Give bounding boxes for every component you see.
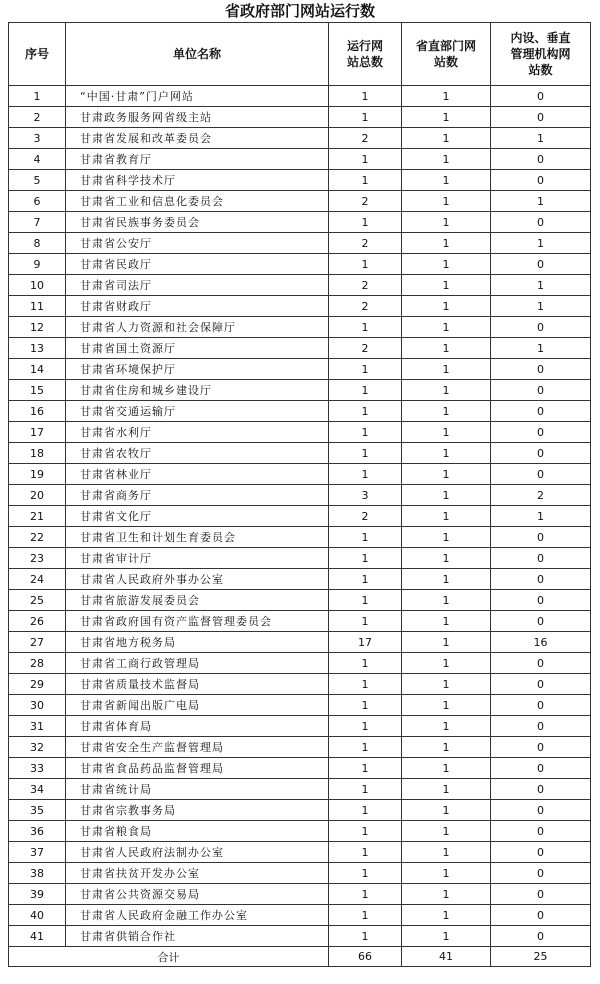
unit-name-cell: 甘肃省发展和改革委员会 xyxy=(66,128,329,149)
total-sites-sum: 66 xyxy=(329,947,402,967)
unit-name-cell: 甘肃省商务厅 xyxy=(66,485,329,506)
unit-name-cell: 甘肃省人民政府金融工作办公室 xyxy=(66,905,329,926)
total-sites-cell: 1 xyxy=(329,380,402,401)
seq-cell: 8 xyxy=(9,233,66,254)
table-row xyxy=(9,254,591,275)
total-sites-cell: 1 xyxy=(329,401,402,422)
direct-sites-cell: 1 xyxy=(402,884,491,905)
internal-sites-cell: 0 xyxy=(491,779,591,800)
table-row xyxy=(9,695,591,716)
unit-name-cell: 甘肃省工商行政管理局 xyxy=(66,653,329,674)
direct-sites-cell: 1 xyxy=(402,254,491,275)
internal-sites-cell: 1 xyxy=(491,338,591,359)
seq-cell: 39 xyxy=(9,884,66,905)
direct-sites-cell: 1 xyxy=(402,338,491,359)
internal-sites-cell: 0 xyxy=(491,716,591,737)
total-sites-cell: 1 xyxy=(329,653,402,674)
internal-sites-cell: 1 xyxy=(491,128,591,149)
unit-name-cell: 甘肃省政府国有资产监督管理委员会 xyxy=(66,611,329,632)
seq-cell: 17 xyxy=(9,422,66,443)
total-sites-cell: 1 xyxy=(329,170,402,191)
seq-cell: 4 xyxy=(9,149,66,170)
seq-cell: 20 xyxy=(9,485,66,506)
table-row xyxy=(9,464,591,485)
direct-sites-cell: 1 xyxy=(402,233,491,254)
seq-cell: 33 xyxy=(9,758,66,779)
table-row xyxy=(9,401,591,422)
website-stats-table xyxy=(8,22,591,967)
seq-cell: 6 xyxy=(9,191,66,212)
total-row xyxy=(9,947,591,967)
internal-sites-cell: 0 xyxy=(491,443,591,464)
internal-sites-cell: 1 xyxy=(491,506,591,527)
seq-cell: 7 xyxy=(9,212,66,233)
seq-cell: 12 xyxy=(9,317,66,338)
unit-name-cell: 甘肃省质量技术监督局 xyxy=(66,674,329,695)
seq-cell: 37 xyxy=(9,842,66,863)
internal-sites-cell: 0 xyxy=(491,674,591,695)
table-row xyxy=(9,107,591,128)
direct-sites-cell: 1 xyxy=(402,359,491,380)
direct-sites-cell: 1 xyxy=(402,107,491,128)
total-sites-cell: 2 xyxy=(329,233,402,254)
seq-cell: 21 xyxy=(9,506,66,527)
unit-name-cell: 甘肃省食品药品监督管理局 xyxy=(66,758,329,779)
table-row xyxy=(9,716,591,737)
internal-sites-cell: 0 xyxy=(491,149,591,170)
table-row xyxy=(9,926,591,947)
header-direct-sites: 省直部门网 站数 xyxy=(402,23,491,86)
total-sites-cell: 1 xyxy=(329,716,402,737)
unit-name-cell: 甘肃省供销合作社 xyxy=(66,926,329,947)
internal-sites-cell: 0 xyxy=(491,212,591,233)
total-sites-cell: 1 xyxy=(329,254,402,275)
internal-sites-cell: 0 xyxy=(491,170,591,191)
direct-sites-cell: 1 xyxy=(402,422,491,443)
table-row xyxy=(9,212,591,233)
unit-name-cell: 甘肃省民族事务委员会 xyxy=(66,212,329,233)
internal-sites-cell: 0 xyxy=(491,317,591,338)
direct-sites-cell: 1 xyxy=(402,779,491,800)
seq-cell: 14 xyxy=(9,359,66,380)
table-row xyxy=(9,422,591,443)
seq-cell: 2 xyxy=(9,107,66,128)
total-sites-cell: 1 xyxy=(329,527,402,548)
direct-sites-cell: 1 xyxy=(402,800,491,821)
direct-sites-cell: 1 xyxy=(402,296,491,317)
unit-name-cell: 甘肃省农牧厅 xyxy=(66,443,329,464)
direct-sites-cell: 1 xyxy=(402,758,491,779)
total-sites-cell: 1 xyxy=(329,779,402,800)
seq-cell: 9 xyxy=(9,254,66,275)
internal-sites-cell: 0 xyxy=(491,821,591,842)
unit-name-cell: 甘肃省科学技术厅 xyxy=(66,170,329,191)
table-row xyxy=(9,170,591,191)
direct-sites-cell: 1 xyxy=(402,674,491,695)
direct-sites-cell: 1 xyxy=(402,863,491,884)
total-sites-cell: 1 xyxy=(329,464,402,485)
table-row xyxy=(9,737,591,758)
unit-name-cell: 甘肃省教育厅 xyxy=(66,149,329,170)
seq-cell: 3 xyxy=(9,128,66,149)
unit-name-cell: 甘肃省民政厅 xyxy=(66,254,329,275)
total-sites-cell: 2 xyxy=(329,506,402,527)
total-sites-cell: 1 xyxy=(329,905,402,926)
total-sites-cell: 1 xyxy=(329,821,402,842)
internal-sites-cell: 1 xyxy=(491,233,591,254)
internal-sites-cell: 0 xyxy=(491,905,591,926)
table-row xyxy=(9,674,591,695)
total-sites-cell: 2 xyxy=(329,338,402,359)
total-sites-cell: 1 xyxy=(329,800,402,821)
direct-sites-cell: 1 xyxy=(402,128,491,149)
internal-sites-cell: 0 xyxy=(491,758,591,779)
total-sites-cell: 1 xyxy=(329,590,402,611)
unit-name-cell: 甘肃省环境保护厅 xyxy=(66,359,329,380)
total-sites-cell: 1 xyxy=(329,86,402,107)
total-sites-cell: 1 xyxy=(329,926,402,947)
seq-cell: 29 xyxy=(9,674,66,695)
seq-cell: 26 xyxy=(9,611,66,632)
internal-sites-cell: 0 xyxy=(491,800,591,821)
table-row xyxy=(9,758,591,779)
header-unit-name: 单位名称 xyxy=(66,23,329,86)
table-row xyxy=(9,863,591,884)
internal-sites-cell: 0 xyxy=(491,695,591,716)
internal-sites-cell: 0 xyxy=(491,737,591,758)
table-row xyxy=(9,296,591,317)
unit-name-cell: 甘肃省林业厅 xyxy=(66,464,329,485)
total-sites-cell: 2 xyxy=(329,191,402,212)
seq-cell: 13 xyxy=(9,338,66,359)
seq-cell: 10 xyxy=(9,275,66,296)
seq-cell: 22 xyxy=(9,527,66,548)
total-sites-cell: 17 xyxy=(329,632,402,653)
internal-sites-cell: 0 xyxy=(491,842,591,863)
internal-sites-cell: 0 xyxy=(491,569,591,590)
table-row xyxy=(9,905,591,926)
table-row xyxy=(9,443,591,464)
seq-cell: 36 xyxy=(9,821,66,842)
internal-sites-cell: 0 xyxy=(491,884,591,905)
direct-sites-cell: 1 xyxy=(402,653,491,674)
table-row xyxy=(9,548,591,569)
unit-name-cell: 甘肃省粮食局 xyxy=(66,821,329,842)
seq-cell: 15 xyxy=(9,380,66,401)
table-row xyxy=(9,317,591,338)
internal-sites-cell: 0 xyxy=(491,926,591,947)
total-sites-cell: 2 xyxy=(329,128,402,149)
internal-sites-cell: 0 xyxy=(491,611,591,632)
internal-sites-cell: 0 xyxy=(491,359,591,380)
total-sites-cell: 1 xyxy=(329,212,402,233)
total-sites-cell: 2 xyxy=(329,275,402,296)
direct-sites-cell: 1 xyxy=(402,842,491,863)
total-sites-cell: 2 xyxy=(329,296,402,317)
total-sites-cell: 3 xyxy=(329,485,402,506)
seq-cell: 5 xyxy=(9,170,66,191)
internal-sites-cell: 16 xyxy=(491,632,591,653)
seq-cell: 34 xyxy=(9,779,66,800)
internal-sites-cell: 2 xyxy=(491,485,591,506)
internal-sites-sum: 25 xyxy=(491,947,591,967)
internal-sites-cell: 1 xyxy=(491,275,591,296)
unit-name-cell: 甘肃省公安厅 xyxy=(66,233,329,254)
direct-sites-cell: 1 xyxy=(402,716,491,737)
unit-name-cell: 甘肃省司法厅 xyxy=(66,275,329,296)
header-internal-sites: 内设、垂直 管理机构网 站数 xyxy=(491,23,591,86)
table-row xyxy=(9,191,591,212)
unit-name-cell: 甘肃省统计局 xyxy=(66,779,329,800)
table-row xyxy=(9,800,591,821)
direct-sites-cell: 1 xyxy=(402,464,491,485)
seq-cell: 19 xyxy=(9,464,66,485)
seq-cell: 41 xyxy=(9,926,66,947)
internal-sites-cell: 0 xyxy=(491,107,591,128)
seq-cell: 40 xyxy=(9,905,66,926)
table-row xyxy=(9,128,591,149)
table-row xyxy=(9,653,591,674)
total-sites-cell: 1 xyxy=(329,842,402,863)
internal-sites-cell: 0 xyxy=(491,380,591,401)
unit-name-cell: 甘肃省宗教事务局 xyxy=(66,800,329,821)
direct-sites-sum: 41 xyxy=(402,947,491,967)
direct-sites-cell: 1 xyxy=(402,632,491,653)
internal-sites-cell: 0 xyxy=(491,527,591,548)
direct-sites-cell: 1 xyxy=(402,926,491,947)
internal-sites-cell: 1 xyxy=(491,191,591,212)
internal-sites-cell: 0 xyxy=(491,422,591,443)
seq-cell: 27 xyxy=(9,632,66,653)
direct-sites-cell: 1 xyxy=(402,548,491,569)
total-sites-cell: 1 xyxy=(329,422,402,443)
table-row xyxy=(9,275,591,296)
seq-cell: 25 xyxy=(9,590,66,611)
direct-sites-cell: 1 xyxy=(402,149,491,170)
header-total-sites: 运行网 站总数 xyxy=(329,23,402,86)
seq-cell: 18 xyxy=(9,443,66,464)
unit-name-cell: 甘肃省公共资源交易局 xyxy=(66,884,329,905)
direct-sites-cell: 1 xyxy=(402,170,491,191)
total-sites-cell: 1 xyxy=(329,548,402,569)
seq-cell: 16 xyxy=(9,401,66,422)
table-row xyxy=(9,821,591,842)
unit-name-cell: 甘肃省体育局 xyxy=(66,716,329,737)
table-row xyxy=(9,338,591,359)
seq-cell: 38 xyxy=(9,863,66,884)
direct-sites-cell: 1 xyxy=(402,86,491,107)
total-label: 合计 xyxy=(9,947,329,967)
seq-cell: 28 xyxy=(9,653,66,674)
total-sites-cell: 1 xyxy=(329,737,402,758)
total-sites-cell: 1 xyxy=(329,107,402,128)
table-header-row xyxy=(9,23,591,86)
total-sites-cell: 1 xyxy=(329,695,402,716)
seq-cell: 35 xyxy=(9,800,66,821)
table-row xyxy=(9,359,591,380)
total-sites-cell: 1 xyxy=(329,758,402,779)
internal-sites-cell: 0 xyxy=(491,464,591,485)
unit-name-cell: 甘肃省水利厅 xyxy=(66,422,329,443)
direct-sites-cell: 1 xyxy=(402,527,491,548)
table-row xyxy=(9,86,591,107)
internal-sites-cell: 0 xyxy=(491,548,591,569)
unit-name-cell: 甘肃省旅游发展委员会 xyxy=(66,590,329,611)
direct-sites-cell: 1 xyxy=(402,380,491,401)
unit-name-cell: 甘肃省人民政府外事办公室 xyxy=(66,569,329,590)
page-title: 省政府部门网站运行数 xyxy=(224,2,375,20)
unit-name-cell: 甘肃政务服务网省级主站 xyxy=(66,107,329,128)
total-sites-cell: 1 xyxy=(329,317,402,338)
header-seq: 序号 xyxy=(9,23,66,86)
unit-name-cell: 甘肃省交通运输厅 xyxy=(66,401,329,422)
internal-sites-cell: 0 xyxy=(491,653,591,674)
total-sites-cell: 1 xyxy=(329,443,402,464)
seq-cell: 30 xyxy=(9,695,66,716)
direct-sites-cell: 1 xyxy=(402,569,491,590)
unit-name-cell: 甘肃省新闻出版广电局 xyxy=(66,695,329,716)
internal-sites-cell: 1 xyxy=(491,296,591,317)
direct-sites-cell: 1 xyxy=(402,590,491,611)
unit-name-cell: 甘肃省审计厅 xyxy=(66,548,329,569)
direct-sites-cell: 1 xyxy=(402,443,491,464)
total-sites-cell: 1 xyxy=(329,884,402,905)
table-row xyxy=(9,527,591,548)
seq-cell: 31 xyxy=(9,716,66,737)
direct-sites-cell: 1 xyxy=(402,821,491,842)
unit-name-cell: 甘肃省安全生产监督管理局 xyxy=(66,737,329,758)
total-sites-cell: 1 xyxy=(329,359,402,380)
total-sites-cell: 1 xyxy=(329,149,402,170)
direct-sites-cell: 1 xyxy=(402,506,491,527)
direct-sites-cell: 1 xyxy=(402,191,491,212)
table-row xyxy=(9,590,591,611)
total-sites-cell: 1 xyxy=(329,674,402,695)
unit-name-cell: 甘肃省文化厅 xyxy=(66,506,329,527)
direct-sites-cell: 1 xyxy=(402,212,491,233)
seq-cell: 32 xyxy=(9,737,66,758)
unit-name-cell: 甘肃省住房和城乡建设厅 xyxy=(66,380,329,401)
total-sites-cell: 1 xyxy=(329,863,402,884)
table-row xyxy=(9,611,591,632)
unit-name-cell: 甘肃省财政厅 xyxy=(66,296,329,317)
unit-name-cell: 甘肃省工业和信息化委员会 xyxy=(66,191,329,212)
table-row xyxy=(9,884,591,905)
unit-name-cell: 甘肃省扶贫开发办公室 xyxy=(66,863,329,884)
direct-sites-cell: 1 xyxy=(402,317,491,338)
total-sites-cell: 1 xyxy=(329,569,402,590)
unit-name-cell: 甘肃省卫生和计划生育委员会 xyxy=(66,527,329,548)
internal-sites-cell: 0 xyxy=(491,863,591,884)
seq-cell: 1 xyxy=(9,86,66,107)
direct-sites-cell: 1 xyxy=(402,611,491,632)
seq-cell: 24 xyxy=(9,569,66,590)
direct-sites-cell: 1 xyxy=(402,737,491,758)
table-row xyxy=(9,569,591,590)
direct-sites-cell: 1 xyxy=(402,905,491,926)
internal-sites-cell: 0 xyxy=(491,254,591,275)
table-row xyxy=(9,149,591,170)
table-row xyxy=(9,380,591,401)
seq-cell: 23 xyxy=(9,548,66,569)
table-row xyxy=(9,485,591,506)
seq-cell: 11 xyxy=(9,296,66,317)
direct-sites-cell: 1 xyxy=(402,485,491,506)
internal-sites-cell: 0 xyxy=(491,590,591,611)
total-sites-cell: 1 xyxy=(329,611,402,632)
unit-name-cell: 甘肃省地方税务局 xyxy=(66,632,329,653)
direct-sites-cell: 1 xyxy=(402,695,491,716)
internal-sites-cell: 0 xyxy=(491,86,591,107)
table-row xyxy=(9,632,591,653)
unit-name-cell: 甘肃省人力资源和社会保障厅 xyxy=(66,317,329,338)
table-row xyxy=(9,233,591,254)
unit-name-cell: “中国·甘肃”门户网站 xyxy=(66,86,329,107)
unit-name-cell: 甘肃省国土资源厅 xyxy=(66,338,329,359)
table-row xyxy=(9,506,591,527)
table-row xyxy=(9,842,591,863)
table-row xyxy=(9,779,591,800)
internal-sites-cell: 0 xyxy=(491,401,591,422)
direct-sites-cell: 1 xyxy=(402,275,491,296)
direct-sites-cell: 1 xyxy=(402,401,491,422)
unit-name-cell: 甘肃省人民政府法制办公室 xyxy=(66,842,329,863)
